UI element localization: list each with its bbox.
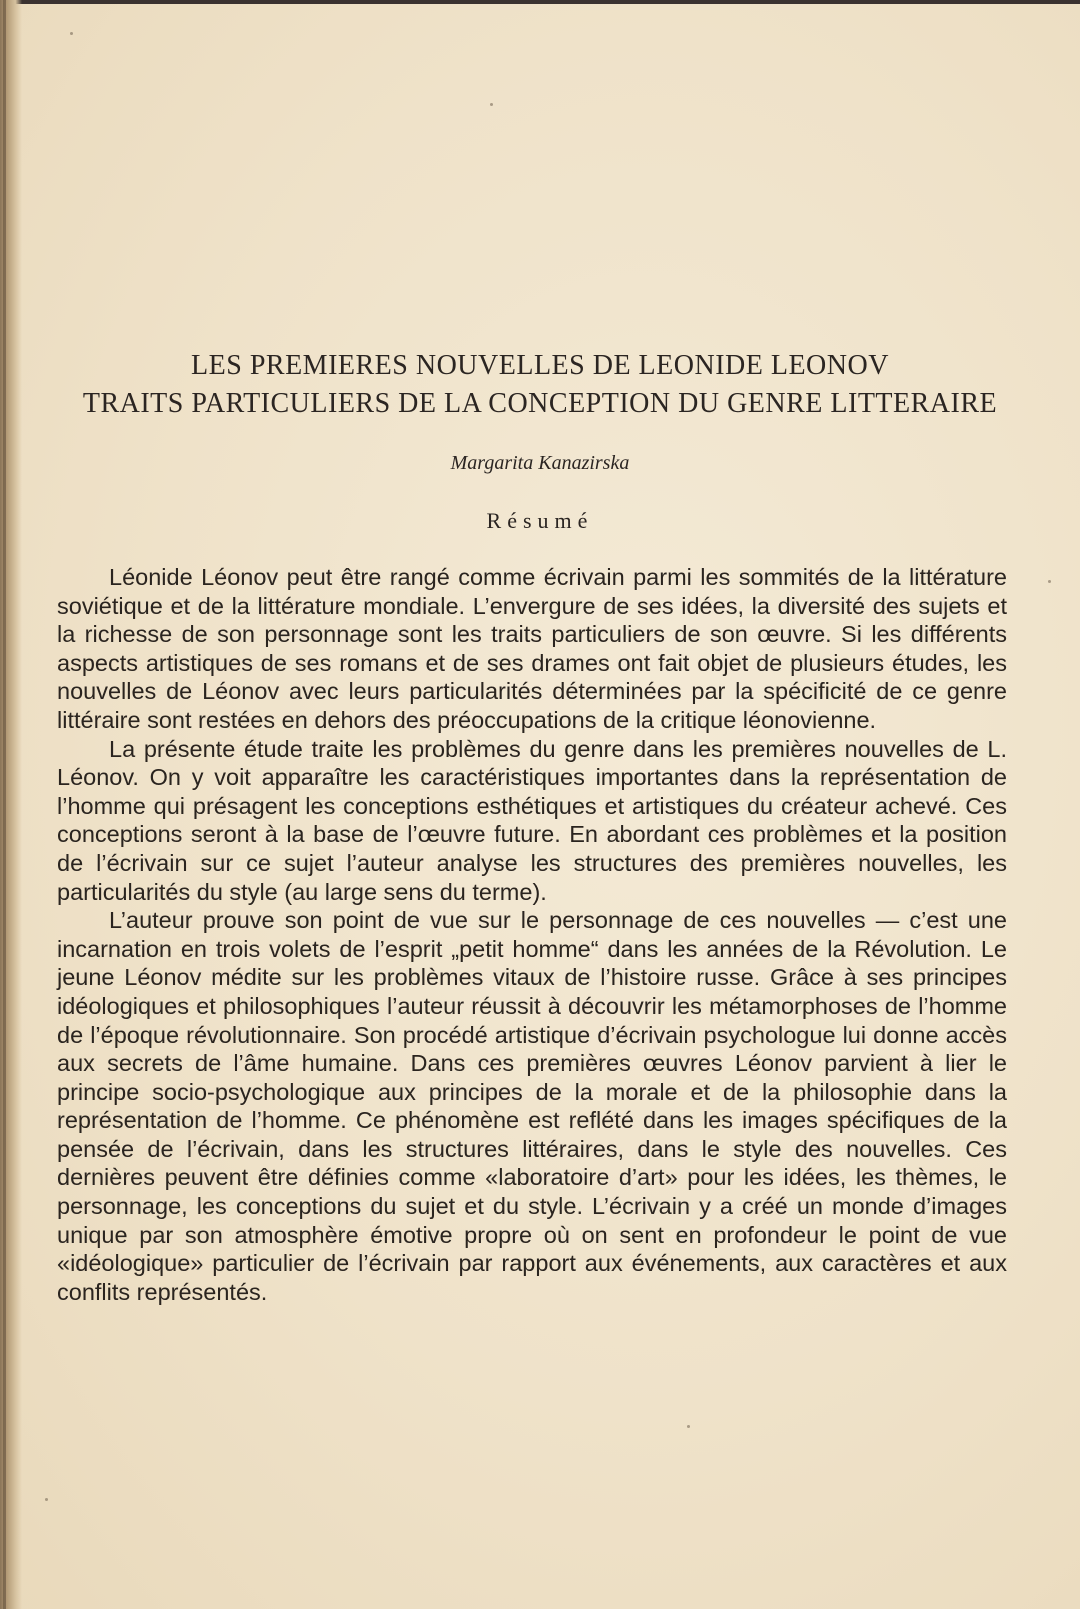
paragraph-3: L’auteur prouve son point de vue sur le personnage de ces nouvelles — c’est une incarnation en trois volets de l’esprit „petit homme“ dans les années de la Révolution. Le jeune Léonov médite sur les problèmes vitaux de l’histoire russe. Grâce à ses principes idéologiques et philosophiques l’auteur réussit à découvrir les métamorphoses de l’homme de l’époque révolutionnaire. Son procédé artistique d’écrivain psychologue lui donne accès aux secrets de l’âme humaine. Dans ces premières œuvres Léonov parvient à lier le principe socio-psychologique aux principes de la morale et de la philosophie dans la représentation de l’homme. Ce phénomène est reflété dans les images spécifiques de la pensée de l’écrivain, dans les structures littéraires, dans le style des nouvelles. Ces dernières peuvent être définies comme «laboratoire d’art» pour les idées, les thèmes, le personnage, les conceptions du sujet et du style. L’écrivain y a créé un monde d’images unique par son atmosphère émotive propre où on sent en profondeur le point de vue «idéologique» particulier de l’écrivain par rapport aux événements, aux caractères et aux conflits représentés. — [57, 907, 1007, 1305]
paper-speck — [687, 1425, 690, 1428]
paper-speck — [1048, 580, 1051, 583]
paper-speck — [70, 32, 73, 35]
page-top-border — [0, 0, 1080, 4]
title-line-1: LES PREMIERES NOUVELLES DE LEONIDE LEONOV — [191, 350, 889, 381]
section-heading: Résumé — [486, 508, 594, 533]
paragraph-1: Léonide Léonov peut être rangé comme écrivain parmi les sommités de la littérature soviétique et de la littérature mondiale. L’envergure de ses idées, la diversité des sujets et la richesse de son personnage sont les traits particuliers de son œuvre. Si les différents aspects artistiques de ses romans et de ses drames ont fait objet de plusieurs études, les nouvelles de Léonov avec leurs particularités déterminées par la spécificité de ce genre littéraire sont restées en dehors des préoccupations de la critique léonovienne. — [57, 564, 1007, 733]
author-name: Margarita Kanazirska — [450, 452, 630, 474]
binding-edge — [3, 0, 6, 1609]
paper-speck — [45, 1498, 48, 1501]
abstract-body — [57, 563, 1007, 1306]
paper-speck — [490, 103, 493, 106]
title-line-2: TRAITS PARTICULIERS DE LA CONCEPTION DU GENRE LITTERAIRE — [82, 388, 998, 419]
paragraph-2: La présente étude traite les problèmes du genre dans les premières nouvelles de L. Léonov. On y voit apparaître les caractéristiques importantes dans la représentation de l’homme qui présagent les conceptions esthétiques et artistiques du créateur achevé. Ces conceptions seront à la base de l’œuvre future. En abordant ces problèmes et la position de l’écrivain sur ce sujet l’auteur analyse les structures des premières nouvelles, les particularités du style (au large sens du terme). — [57, 735, 1007, 905]
